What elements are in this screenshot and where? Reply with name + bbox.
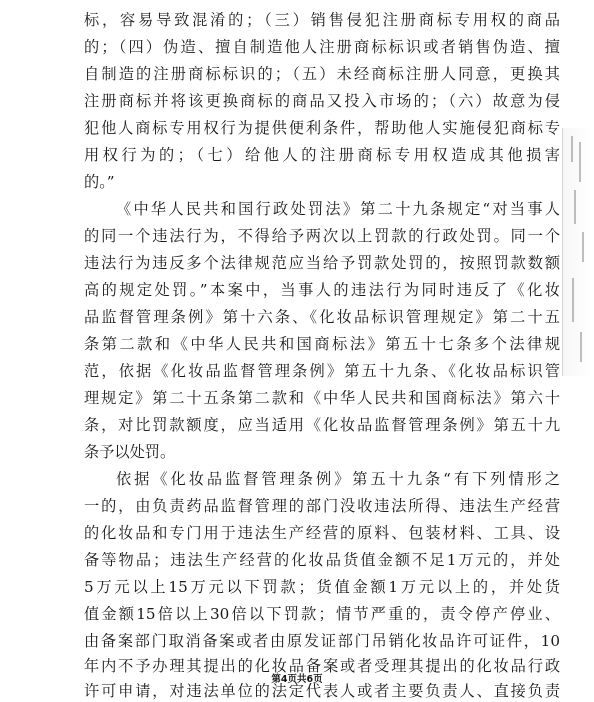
- edge-mark: [580, 332, 582, 362]
- page-number: 第4页共6页: [271, 674, 323, 685]
- text-line: 的同一个违法行为，不得给予两次以上罚款的行政处罚。同一个: [84, 227, 560, 245]
- text-line: 违法行为违反多个法律规范应当给予罚款处罚的，按照罚款数额: [84, 254, 560, 272]
- text-line: 条第二款和《中华人民共和国商标法》第五十七条多个法律规: [84, 335, 560, 353]
- paragraph-first-line: 依据《化妆品监督管理条例》第五十九条“有下列情形之: [116, 470, 560, 488]
- text-line: 条，对比罚款额度，应当适用《化妆品监督管理条例》第五十九: [84, 416, 560, 434]
- text-line: 犯他人商标专用权行为提供便利条件，帮助他人实施侵犯商标专: [84, 119, 560, 137]
- text-line: 年内不予办理其提出的化妆品备案或者受理其提出的化妆品行政: [84, 657, 560, 675]
- edge-mark: [572, 278, 574, 322]
- text-line: 的；（四）伪造、擅自制造他人注册商标标识或者销售伪造、擅: [84, 38, 560, 56]
- text-line: 备等物品；违法生产经营的化妆品货值金额不足1万元的，并处: [84, 551, 560, 569]
- text-line: 注册商标并将该更换商标的商品又投入市场的；（六）故意为侵: [84, 92, 560, 110]
- text-line: 条予以处罚。: [84, 443, 176, 461]
- text-line: 品监督管理条例》第十六条、《化妆品标识管理规定》第二十五: [84, 308, 560, 326]
- text-line: 一的，由负责药品监督管理的部门没收违法所得、违法生产经营: [84, 497, 560, 515]
- text-line: 高的规定处罚。”本案中，当事人的违法行为同时违反了《化妆: [84, 281, 560, 299]
- text-line: 许可申请，对违法单位的法定代表人或者主要负责人、直接负责: [84, 682, 560, 700]
- text-line: 的。”: [84, 173, 115, 191]
- edge-mark: [579, 142, 581, 182]
- edge-mark: [571, 136, 573, 162]
- text-line: 由备案部门取消备案或者由原发证部门吊销化妆品许可证件，10: [84, 632, 560, 650]
- text-line: 值金额15倍以上30倍以下罚款；情节严重的，责令停产停业、: [84, 605, 560, 623]
- text-line: 标，容易导致混淆的；（三）销售侵犯注册商标专用权的商品: [84, 11, 560, 29]
- text-line: 自制造的注册商标标识的；（五）未经商标注册人同意，更换其: [84, 65, 560, 83]
- text-line: 范，依据《化妆品监督管理条例》第五十九条、《化妆品标识管: [84, 362, 560, 380]
- text-line: 理规定》第二十五条第二款和《中华人民共和国商标法》第六十: [84, 389, 560, 407]
- text-line: 的化妆品和专门用于违法生产经营的原料、包装材料、工具、设: [84, 524, 560, 542]
- text-line: 用权行为的；（七）给他人的注册商标专用权造成其他损害: [84, 146, 560, 164]
- edge-mark: [582, 232, 584, 262]
- text-line: 5万元以上15万元以下罚款；货值金额1万元以上的，并处货: [84, 578, 560, 596]
- adjacent-page-edge: [562, 128, 593, 376]
- edge-mark: [574, 190, 576, 224]
- paragraph-first-line: 《中华人民共和国行政处罚法》第二十九条规定“对当事人: [116, 200, 560, 218]
